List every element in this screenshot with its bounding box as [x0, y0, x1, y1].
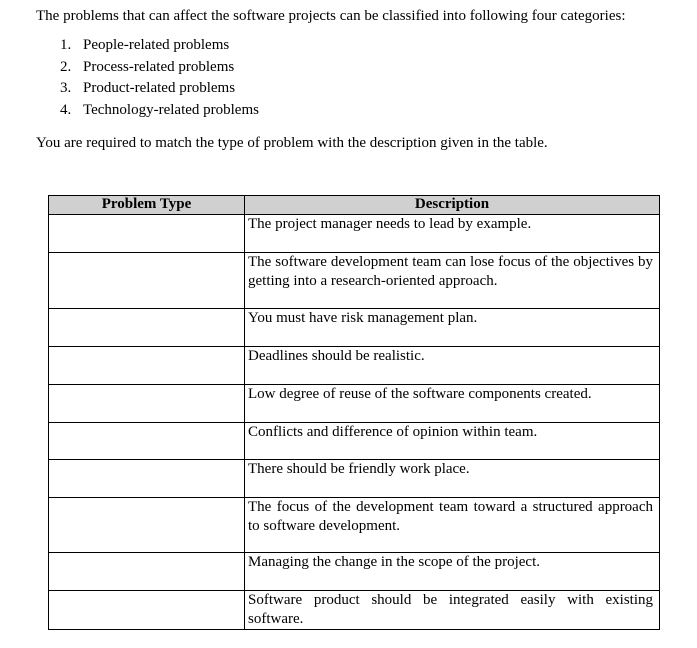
table-row [49, 215, 660, 253]
problem-type-cell[interactable] [49, 498, 245, 553]
category-number: 1. [60, 37, 72, 53]
problem-type-cell[interactable] [49, 460, 245, 498]
table-header-row [49, 196, 660, 215]
description-cell: The software development team can lose focus of the objectives by getting into a research-oriented approach. [245, 253, 660, 309]
category-label: People-related problems [83, 37, 230, 53]
category-item [60, 57, 259, 79]
table-row [49, 253, 660, 309]
header-problem-type: Problem Type [49, 196, 245, 215]
category-item [60, 100, 259, 122]
category-number: 3. [60, 80, 72, 96]
matching-table [48, 195, 660, 630]
table-row [49, 553, 660, 591]
table-row [49, 347, 660, 385]
table-row [49, 591, 660, 630]
problem-type-cell[interactable] [49, 309, 245, 347]
category-label: Technology-related problems [83, 101, 259, 118]
description-cell: Low degree of reuse of the software components created. [245, 385, 660, 423]
problem-type-cell[interactable] [49, 385, 245, 423]
table-row [49, 309, 660, 347]
category-number: 4. [60, 101, 72, 118]
table-row [49, 498, 660, 553]
instruction-paragraph: You are required to match the type of problem with the description given in the table. [36, 135, 548, 151]
description-cell: Deadlines should be realistic. [245, 347, 660, 385]
category-list [60, 35, 259, 121]
problem-type-cell[interactable] [49, 591, 245, 630]
problem-type-cell[interactable] [49, 553, 245, 591]
description-cell: There should be friendly work place. [245, 460, 660, 498]
description-cell: The focus of the development team toward a structured approach to software development. [245, 498, 660, 553]
header-description: Description [245, 196, 660, 215]
intro-paragraph: The problems that can affect the software projects can be classified into following four categories: [36, 8, 626, 24]
description-cell: The project manager needs to lead by example. [245, 215, 660, 253]
problem-type-cell[interactable] [49, 215, 245, 253]
problem-type-cell[interactable] [49, 253, 245, 309]
category-label: Product-related problems [83, 80, 236, 96]
problem-type-cell[interactable] [49, 347, 245, 385]
category-label: Process-related problems [83, 58, 235, 75]
description-cell: Conflicts and difference of opinion within team. [245, 423, 660, 460]
description-cell: You must have risk management plan. [245, 309, 660, 347]
category-item [60, 35, 259, 57]
description-cell: Managing the change in the scope of the project. [245, 553, 660, 591]
table-row [49, 385, 660, 423]
category-number: 2. [60, 58, 72, 75]
description-cell: Software product should be integrated easily with existing software. [245, 591, 660, 630]
table-row [49, 423, 660, 460]
problem-type-cell[interactable] [49, 423, 245, 460]
table-row [49, 460, 660, 498]
category-item [60, 78, 259, 100]
